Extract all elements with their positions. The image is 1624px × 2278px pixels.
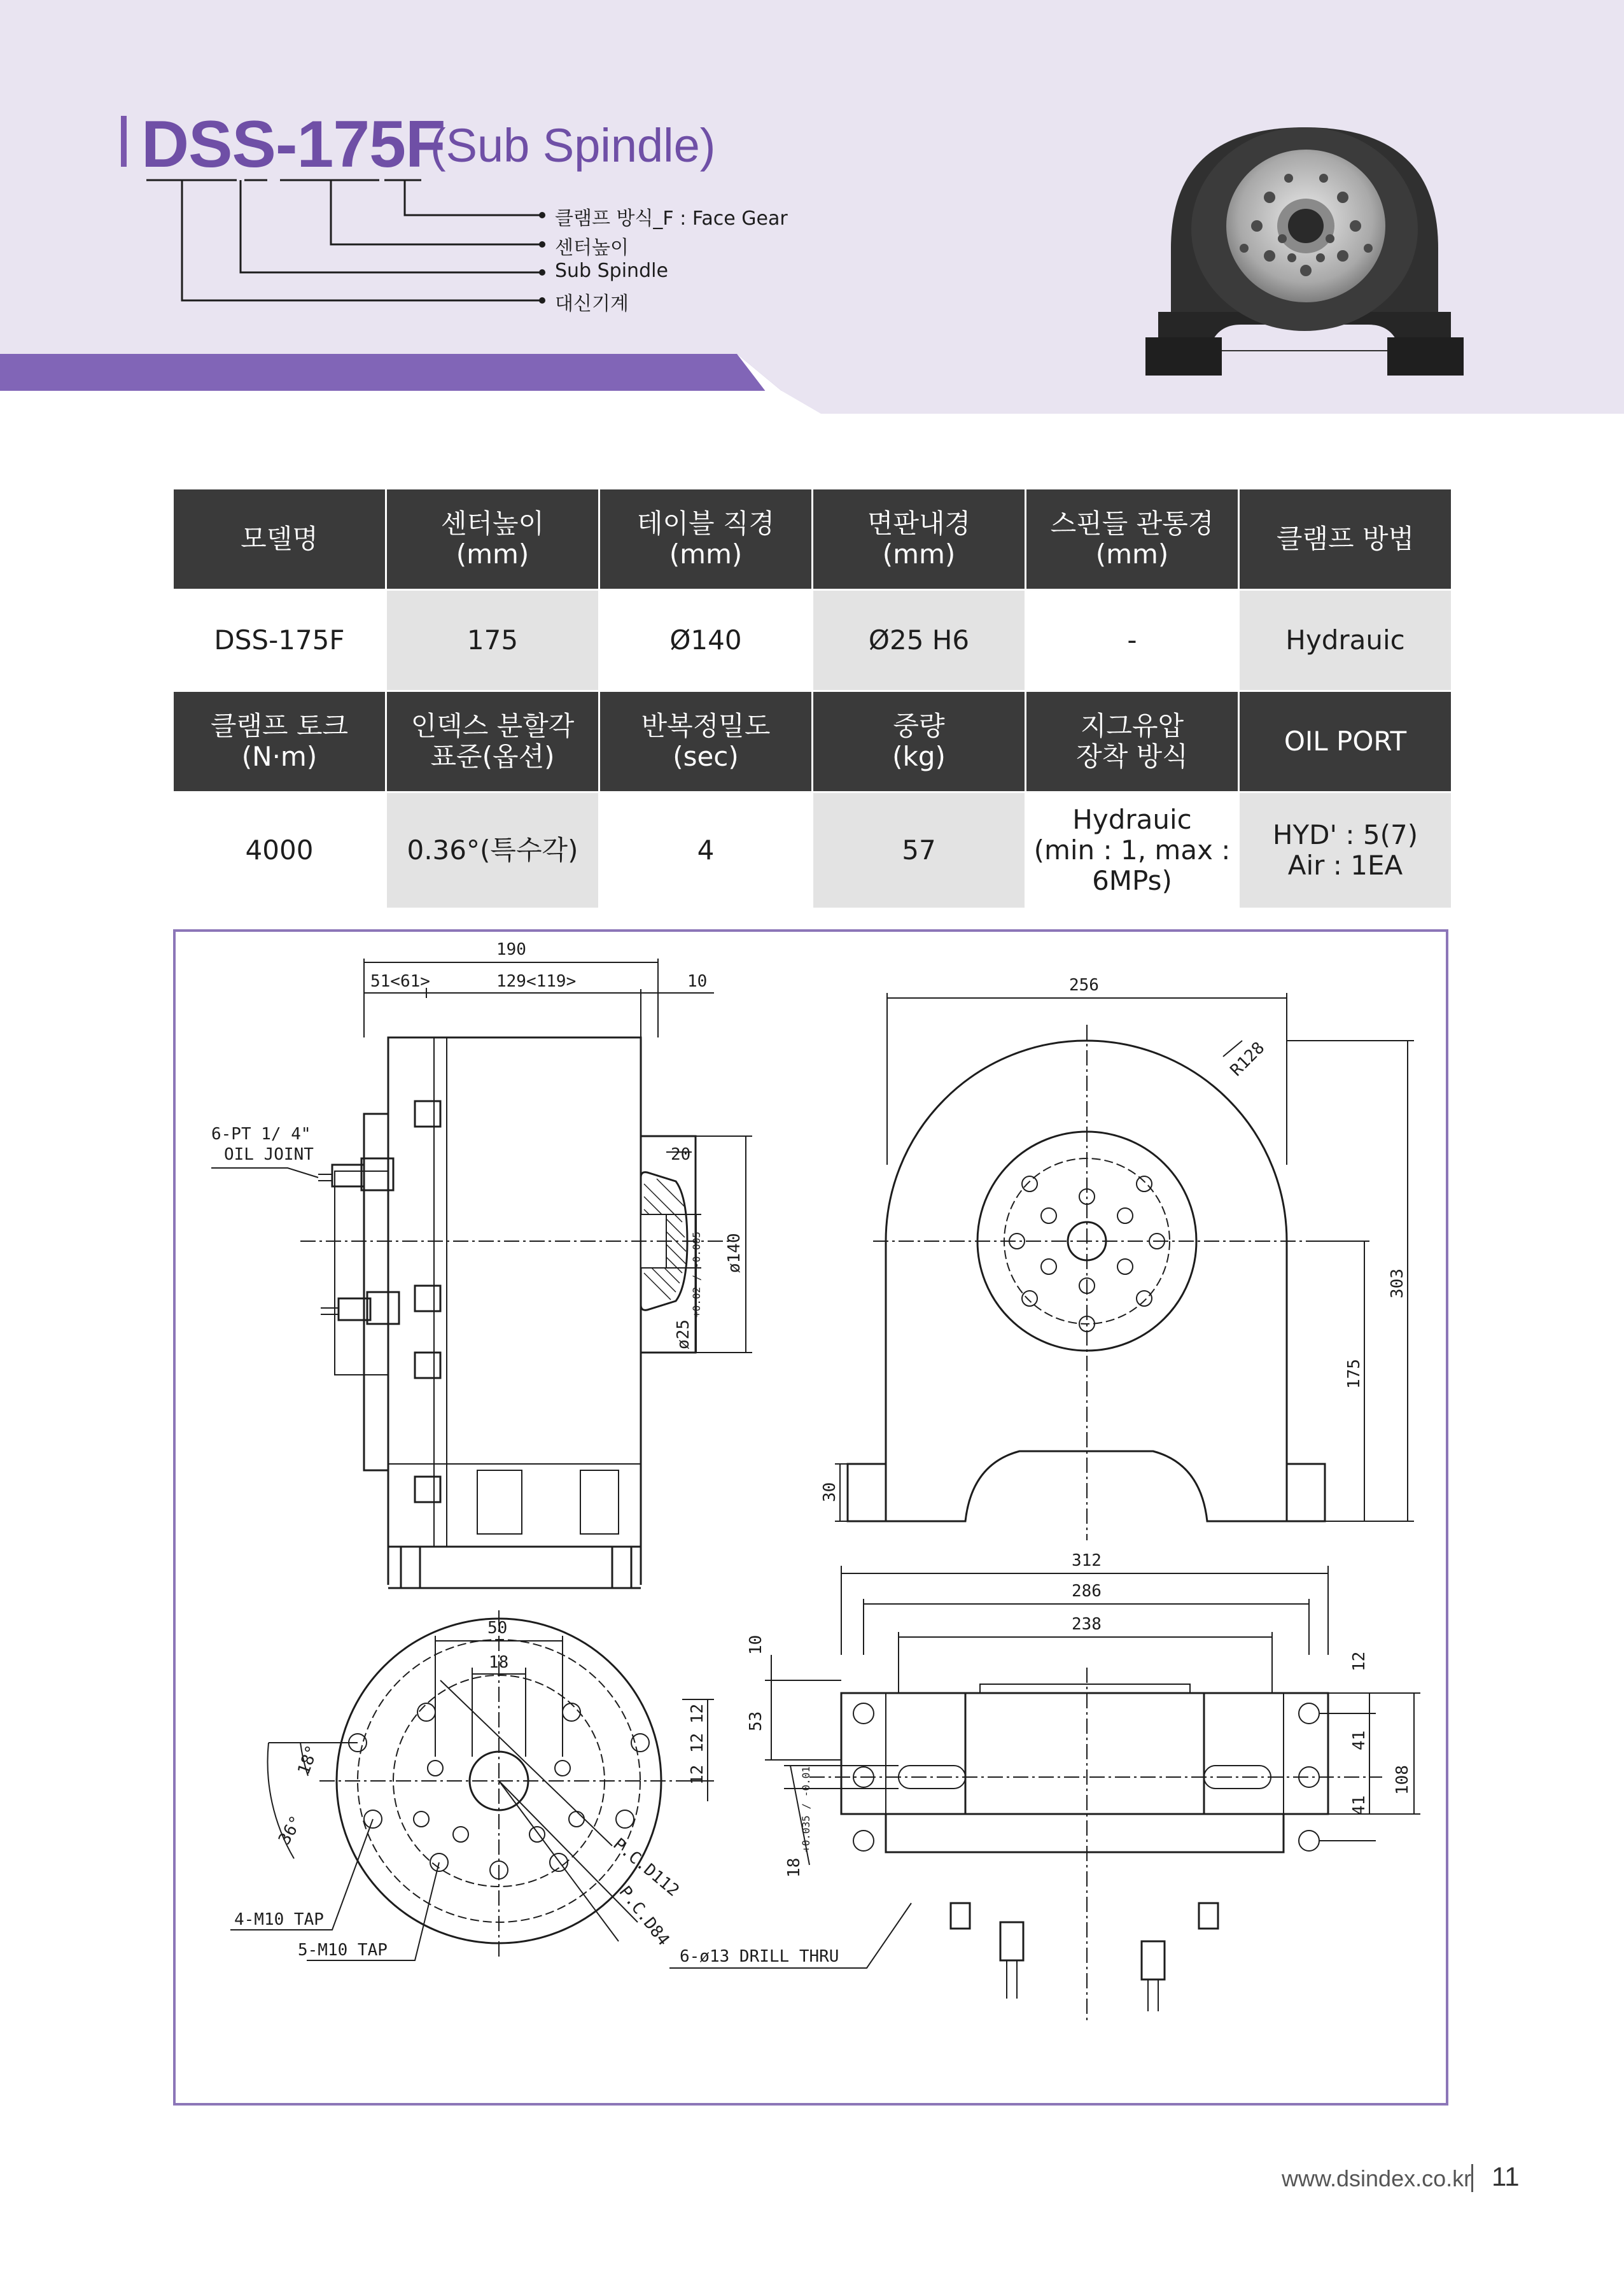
dim-face-12c: 12 — [688, 1764, 707, 1785]
header-cell: 모델명 — [173, 489, 386, 590]
side-view — [211, 959, 752, 1588]
pcd-112-label: P.C.D112 — [609, 1834, 683, 1901]
value-cell: - — [1026, 590, 1239, 691]
value-cell: 175 — [386, 590, 599, 691]
dim-bottom-53: 53 — [746, 1711, 766, 1731]
spec-header-row-2 — [173, 691, 1452, 792]
dim-front-303: 303 — [1388, 1269, 1407, 1298]
dim-front-30: 30 — [820, 1482, 839, 1502]
value-cell: Ø140 — [599, 590, 813, 691]
value-cell: 4000 — [173, 792, 386, 909]
dim-bottom-18-tolerance: +0.035 / -0.01 — [800, 1766, 812, 1852]
dim-bottom-108: 108 — [1393, 1765, 1412, 1795]
value-cell: 57 — [813, 792, 1026, 909]
header-cell: 반복정밀도 (sec) — [599, 691, 813, 792]
header-cell: 센터높이 (mm) — [386, 489, 599, 590]
legend-clamp-type: 클램프 방식_F : Face Gear — [555, 207, 788, 230]
header-cell: 인덱스 분할각 표준(옵션) — [386, 691, 599, 792]
dim-side-51: 51<61> — [370, 972, 430, 991]
front-view — [835, 993, 1414, 1540]
angle-36: 36° — [275, 1812, 307, 1848]
dim-bottom-18: 18 — [785, 1857, 804, 1878]
legend-sub-spindle: Sub Spindle — [555, 260, 668, 282]
footer-url: www.dsindex.co.kr — [1282, 2165, 1472, 2191]
pcd-84-label: P.C.D84 — [615, 1882, 673, 1950]
header-cell: OIL PORT — [1239, 691, 1452, 792]
header-cell: 중량 (kg) — [813, 691, 1026, 792]
value-cell: Hydrauic — [1239, 590, 1452, 691]
dim-bottom-238: 238 — [1072, 1615, 1102, 1634]
value-cell: 0.36°(특수각) — [386, 792, 599, 909]
value-cell: 4 — [599, 792, 813, 909]
header-cell: 테이블 직경 (mm) — [599, 489, 813, 590]
page-number: 11 — [1492, 2162, 1520, 2191]
dim-front-r128: R128 — [1226, 1038, 1269, 1080]
dim-side-10: 10 — [687, 972, 708, 991]
oil-joint-label-2: OIL JOINT — [224, 1145, 314, 1164]
tap-4-m10-label: 4-M10 TAP — [234, 1910, 324, 1929]
dim-face-12a: 12 — [688, 1703, 707, 1724]
dim-face-12b: 12 — [688, 1733, 707, 1753]
dim-face-18: 18 — [489, 1653, 509, 1672]
spec-table — [172, 488, 1453, 910]
dim-side-25-tolerance: +0.02 / -0.005 — [690, 1232, 703, 1318]
header-cell: 클램프 방법 — [1239, 489, 1452, 590]
legend-center-height: 센터높이 — [555, 237, 629, 259]
oil-joint-label-1: 6-PT 1/ 4" — [211, 1125, 311, 1144]
dim-bottom-41b: 41 — [1350, 1795, 1369, 1815]
product-photo — [1145, 121, 1464, 401]
header-cell: 스핀들 관통경 (mm) — [1026, 489, 1239, 590]
dim-front-256: 256 — [1069, 976, 1099, 995]
value-cell: Ø25 H6 — [813, 590, 1026, 691]
model-code-legend-lines — [0, 0, 827, 331]
dim-side-129: 129<119> — [496, 972, 577, 991]
page-title: DSS-175F — [141, 108, 445, 181]
value-cell: DSS-175F — [173, 590, 386, 691]
dim-bottom-286: 286 — [1072, 1582, 1102, 1601]
dim-bottom-312: 312 — [1072, 1551, 1102, 1570]
page-subtitle: (Sub Spindle) — [430, 119, 716, 172]
value-cell: HYD' : 5(7) Air : 1EA — [1239, 792, 1452, 909]
dim-side-25: ø25 — [674, 1319, 693, 1349]
dim-bottom-10: 10 — [746, 1635, 766, 1655]
header-cell: 지그유압 장착 방식 — [1026, 691, 1239, 792]
footer-separator — [1471, 2164, 1473, 2192]
spec-value-row-2 — [173, 792, 1452, 909]
header-cell: 클램프 토크 (N·m) — [173, 691, 386, 792]
dim-side-190: 190 — [496, 940, 526, 959]
dim-side-140: ø140 — [725, 1233, 744, 1273]
angle-18: 18° — [294, 1742, 323, 1778]
technical-drawing — [173, 929, 1448, 2106]
dim-face-50: 50 — [487, 1619, 508, 1638]
drill-thru-label: 6-ø13 DRILL THRU — [680, 1947, 839, 1966]
dim-side-20: 20 — [671, 1145, 691, 1164]
dim-bottom-12: 12 — [1350, 1651, 1369, 1671]
spec-header-row-1 — [173, 489, 1452, 590]
value-cell: Hydrauic (min : 1, max : 6MPs) — [1026, 792, 1239, 909]
spec-value-row-1 — [173, 590, 1452, 691]
dim-front-175: 175 — [1345, 1359, 1364, 1389]
dim-bottom-41a: 41 — [1350, 1730, 1369, 1750]
tap-5-m10-label: 5-M10 TAP — [298, 1941, 388, 1960]
legend-company: 대신기계 — [555, 293, 629, 315]
header-cell: 면판내경 (mm) — [813, 489, 1026, 590]
